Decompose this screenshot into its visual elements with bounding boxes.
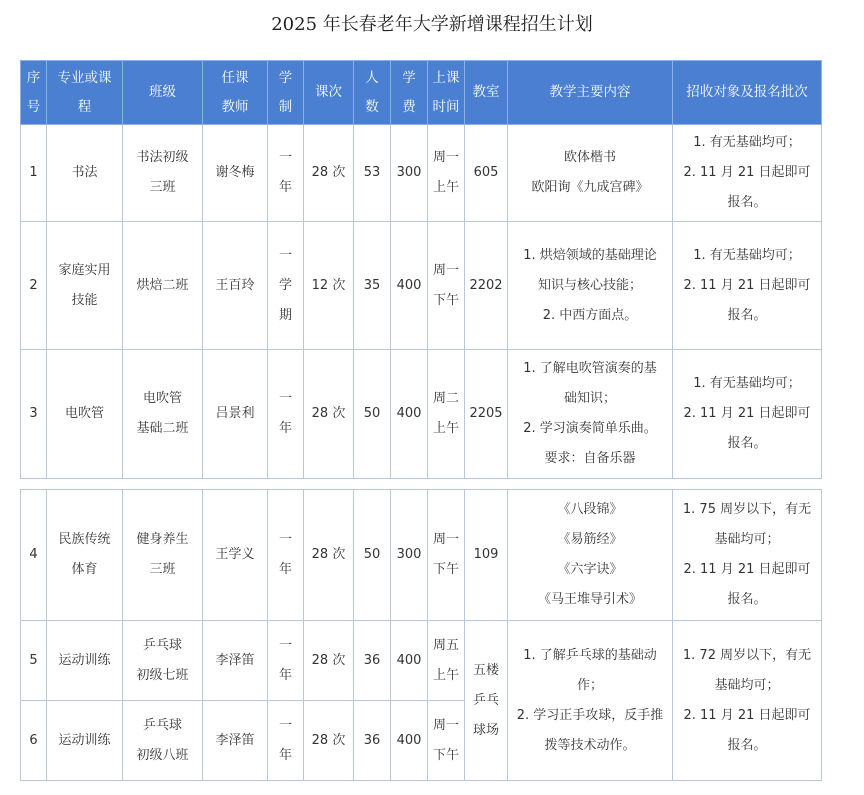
header-teacher: 任课 教师 — [203, 61, 268, 125]
cell-sessions: 28 次 — [304, 125, 354, 222]
cell-sessions: 28 次 — [304, 350, 354, 479]
header-fee: 学 费 — [391, 61, 428, 125]
cell-teacher: 李泽笛 — [203, 701, 268, 781]
cell-class: 书法初级 三班 — [123, 125, 203, 222]
cell-class: 烘焙二班 — [123, 222, 203, 350]
header-sessions: 课次 — [304, 61, 354, 125]
cell-target: 1. 有无基础均可； 2. 11 月 21 日起即可 报名。 — [673, 222, 822, 350]
cell-content: 1. 了解电吹管演奏的基 础知识； 2. 学习演奏简单乐曲。 要求：自备乐器 — [508, 350, 673, 479]
cell-target: 1. 75 周岁以下，有无 基础均可； 2. 11 月 21 日起即可 报名。 — [673, 490, 822, 621]
header-content: 教学主要内容 — [508, 61, 673, 125]
cell-fee: 400 — [391, 621, 428, 701]
cell-fee: 400 — [391, 701, 428, 781]
cell-seq: 2 — [21, 222, 47, 350]
cell-seq: 1 — [21, 125, 47, 222]
cell-count: 50 — [354, 490, 391, 621]
cell-seq: 3 — [21, 350, 47, 479]
cell-content: 《八段锦》 《易筋经》 《六字诀》 《马王堆导引术》 — [508, 490, 673, 621]
header-seq: 序 号 — [21, 61, 47, 125]
header-duration: 学 制 — [268, 61, 304, 125]
cell-sessions: 12 次 — [304, 222, 354, 350]
header-class: 班级 — [123, 61, 203, 125]
cell-fee: 400 — [391, 222, 428, 350]
cell-teacher: 王学义 — [203, 490, 268, 621]
cell-duration: 一 年 — [268, 701, 304, 781]
cell-time: 周一 下午 — [428, 701, 465, 781]
cell-content: 1. 了解乒乓球的基础动 作； 2. 学习正手攻球，反手推 拨等技术动作。 — [508, 621, 673, 781]
cell-count: 35 — [354, 222, 391, 350]
cell-time: 周五 上午 — [428, 621, 465, 701]
cell-time: 周一 下午 — [428, 490, 465, 621]
cell-count: 36 — [354, 701, 391, 781]
cell-major: 电吹管 — [47, 350, 123, 479]
cell-count: 36 — [354, 621, 391, 701]
cell-class: 电吹管 基础二班 — [123, 350, 203, 479]
cell-sessions: 28 次 — [304, 701, 354, 781]
cell-room: 109 — [465, 490, 508, 621]
table-row — [21, 621, 822, 701]
cell-class: 健身养生 三班 — [123, 490, 203, 621]
cell-duration: 一 学 期 — [268, 222, 304, 350]
cell-target: 1. 有无基础均可； 2. 11 月 21 日起即可 报名。 — [673, 350, 822, 479]
header-major: 专业或课 程 — [47, 61, 123, 125]
cell-content: 1. 烘焙领域的基础理论 知识与核心技能； 2. 中西方面点。 — [508, 222, 673, 350]
cell-duration: 一 年 — [268, 125, 304, 222]
cell-seq: 6 — [21, 701, 47, 781]
cell-major: 运动训练 — [47, 621, 123, 701]
enrollment-table-part-1 — [20, 60, 822, 479]
cell-time: 周一 下午 — [428, 222, 465, 350]
cell-count: 50 — [354, 350, 391, 479]
table-row — [21, 350, 822, 479]
cell-fee: 400 — [391, 350, 428, 479]
cell-time: 周一 上午 — [428, 125, 465, 222]
enrollment-table-part-2 — [20, 489, 822, 781]
page-title: 2025 年长春老年大学新增课程招生计划 — [271, 14, 593, 35]
header-room: 教室 — [465, 61, 508, 125]
cell-duration: 一 年 — [268, 490, 304, 621]
cell-seq: 5 — [21, 621, 47, 701]
cell-target: 1. 72 周岁以下，有无 基础均可； 2. 11 月 21 日起即可 报名。 — [673, 621, 822, 781]
cell-major: 家庭实用 技能 — [47, 222, 123, 350]
cell-fee: 300 — [391, 125, 428, 222]
cell-target: 1. 有无基础均可； 2. 11 月 21 日起即可 报名。 — [673, 125, 822, 222]
cell-room: 2205 — [465, 350, 508, 479]
header-target: 招收对象及报名批次 — [673, 61, 822, 125]
cell-major: 民族传统 体育 — [47, 490, 123, 621]
cell-class: 乒乓球 初级八班 — [123, 701, 203, 781]
header-count: 人 数 — [354, 61, 391, 125]
cell-teacher: 王百玲 — [203, 222, 268, 350]
cell-fee: 300 — [391, 490, 428, 621]
cell-teacher: 李泽笛 — [203, 621, 268, 701]
cell-class: 乒乓球 初级七班 — [123, 621, 203, 701]
cell-content: 欧体楷书 欧阳询《九成宫碑》 — [508, 125, 673, 222]
cell-major: 运动训练 — [47, 701, 123, 781]
table-row — [21, 490, 822, 621]
cell-seq: 4 — [21, 490, 47, 621]
cell-duration: 一 年 — [268, 350, 304, 479]
cell-room: 五楼 乒乓 球场 — [465, 621, 508, 781]
cell-major: 书法 — [47, 125, 123, 222]
table-row — [21, 222, 822, 350]
cell-count: 53 — [354, 125, 391, 222]
table-header-row — [21, 61, 822, 125]
cell-time: 周二 上午 — [428, 350, 465, 479]
header-time: 上课 时间 — [428, 61, 465, 125]
cell-teacher: 吕景利 — [203, 350, 268, 479]
table-row — [21, 125, 822, 222]
cell-duration: 一 年 — [268, 621, 304, 701]
cell-room: 2202 — [465, 222, 508, 350]
cell-sessions: 28 次 — [304, 621, 354, 701]
cell-sessions: 28 次 — [304, 490, 354, 621]
cell-teacher: 谢冬梅 — [203, 125, 268, 222]
cell-room: 605 — [465, 125, 508, 222]
